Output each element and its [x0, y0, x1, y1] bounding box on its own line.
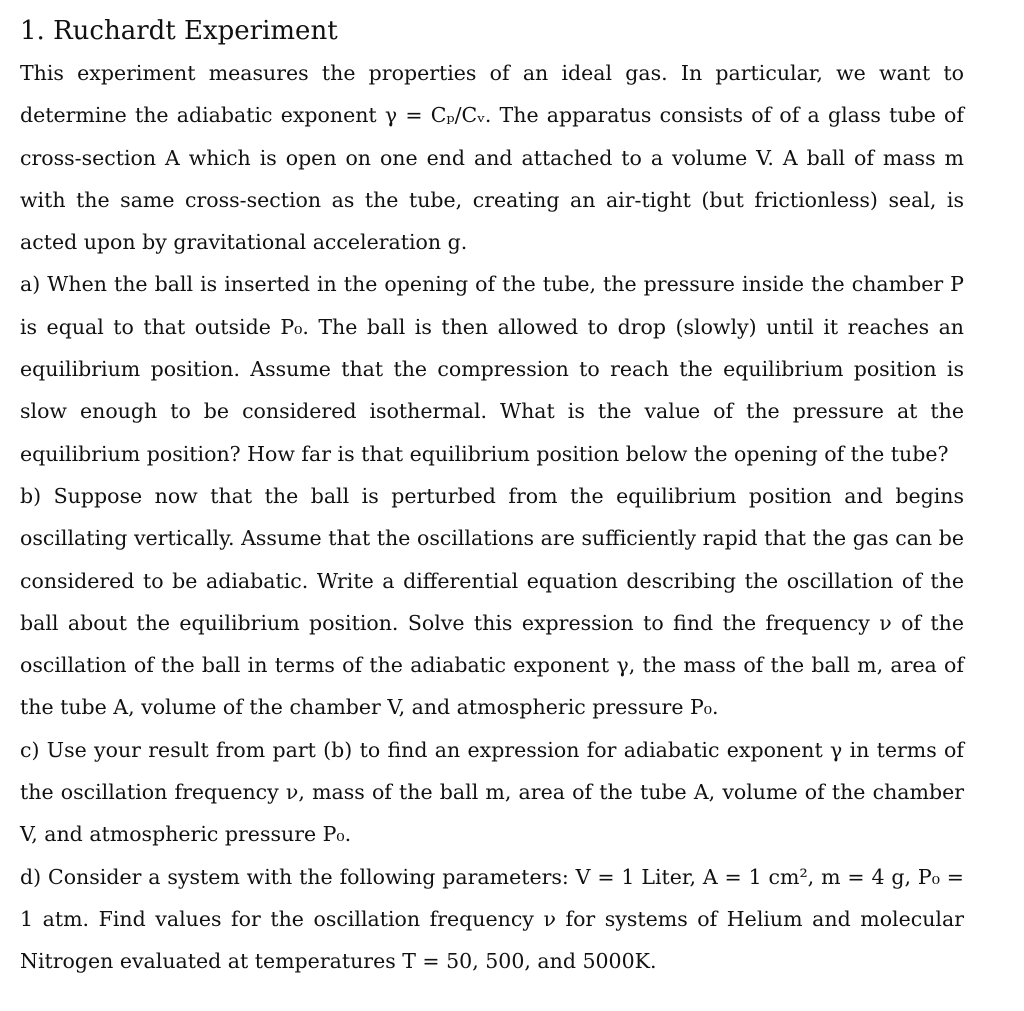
part-b-text: Suppose now that the ball is perturbed from the equilibrium position and begins oscillating vertically. Assume that the oscillations are sufficiently rapid that the gas can be considered to be adiabatic. Write a differential equation describing the oscillation of the ball about the equilibrium position. Solve this expression to find the frequency ν of the oscillation of the ball in terms of the adiabatic exponent γ, the mass of the ball m, area of the tube A, volume of the chamber V, and atmospheric pressure P₀. [20, 483, 964, 720]
part-c [20, 729, 964, 856]
part-b [20, 475, 964, 729]
part-d-label: d) [20, 864, 42, 889]
part-d [20, 856, 964, 983]
part-b-label: b) [20, 483, 42, 508]
part-a-label: a) [20, 272, 41, 297]
part-c-text: Use your result from part (b) to find an expression for adiabatic exponent γ in terms of the oscillation frequency ν, mass of the ball m, area of the tube A, volume of the chamber V, and atmospheric pressure P₀. [20, 737, 964, 847]
part-d-text: Consider a system with the following parameters: V = 1 Liter, A = 1 cm², m = 4 g, P₀ = 1 atm. Find values for the oscillation frequency ν for systems of Helium and molecular Nitrogen evaluated at temperatures T = 50, 500, and 5000K. [20, 864, 964, 974]
part-a-text: When the ball is inserted in the opening of the tube, the pressure inside the chamber P is equal to that outside P₀. The ball is then allowed to drop (slowly) until it reaches an equilibrium position. Assume that the compression to reach the equilibrium position is slow enough to be considered isothermal. What is the value of the pressure at the equilibrium position? How far is that equilibrium position below the opening of the tube? [20, 272, 964, 466]
part-a [20, 263, 964, 474]
intro-paragraph: This experiment measures the properties of an ideal gas. In particular, we want to determine the adiabatic exponent γ = Cₚ/Cᵥ. The apparatus consists of of a glass tube of cross-section A which is open on one end and attached to a volume V. A ball of mass m with the same cross-section as the tube, creating an air-tight (but frictionless) seal, is acted upon by gravitational acceleration g. [20, 61, 964, 255]
section-title: 1. Ruchardt Experiment [20, 16, 338, 46]
part-c-label: c) [20, 737, 40, 762]
